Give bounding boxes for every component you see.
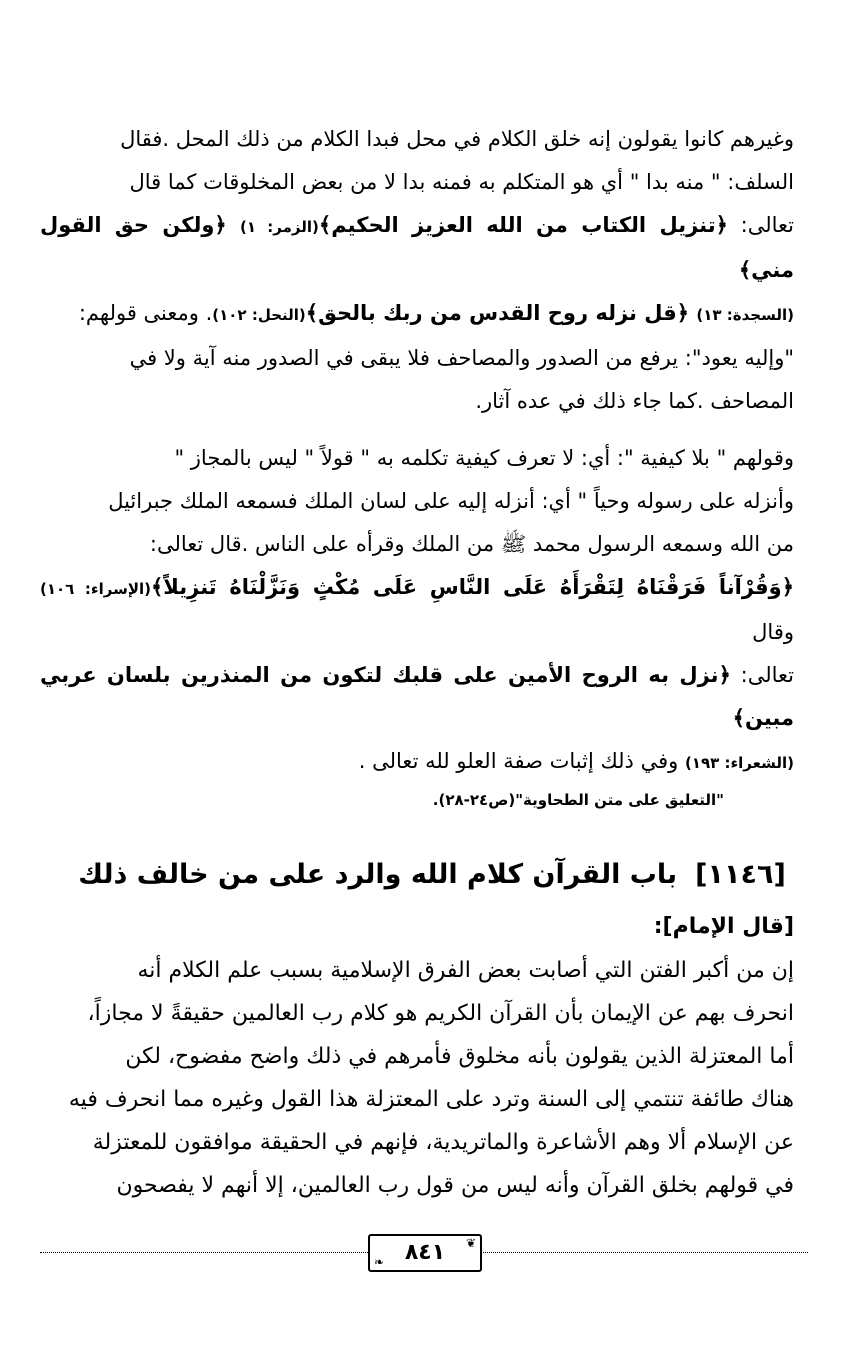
- verse-reference: (النحل: ١٠٢): [212, 306, 306, 324]
- chapter-heading: [40, 853, 794, 897]
- quoted-explanation-block: [40, 437, 794, 785]
- text-line: ﴿وَقُرْآناً فَرَقْنَاهُ لِتَقْرَأَهُ عَلَى النَّاسِ عَلَى مُكْثٍ وَنَزَّلْنَاهُ تَنزِيلاً﴾(الإسراء: ١٠٦) وقال: [40, 575, 795, 644]
- text-line: "وإليه يعود": يرفع من الصدور والمصاحف فلا يبقى في الصدور منه آية ولا في: [129, 346, 794, 370]
- speaker-label: [قال الإمام]:: [653, 914, 794, 939]
- text-line: إن من أكبر الفتن التي أصابت بعض الفرق الإسلامية بسبب علم الكلام أنه: [137, 958, 794, 983]
- verse-reference: (السجدة: ١٣): [696, 306, 794, 324]
- quran-verse: ﴿ولكن حق القول مني﴾: [40, 213, 794, 282]
- text-line: وغيرهم كانوا يقولون إنه خلق الكلام في محل فبدا الكلام من ذلك المحل .فقال: [120, 127, 794, 151]
- text-line: في قولهم بخلق القرآن وأنه ليس من قول رب العالمين، إلا أنهم لا يفصحون: [116, 1173, 794, 1198]
- text-line: المصاحف .كما جاء ذلك في عده آثار.: [475, 389, 794, 413]
- quran-verse: ﴿نزل به الروح الأمين على قلبك لتكون من المنذرين بلسان عربي مبين﴾: [40, 663, 794, 730]
- verse-reference: (الإسراء: ١٠٦): [40, 580, 151, 598]
- quran-verse: ﴿قل نزله روح القدس من ربك بالحق﴾: [305, 301, 697, 325]
- text-line: انحرف بهم عن الإيمان بأن القرآن الكريم هو كلام رب العالمين حقيقةً لا مجازاً،: [87, 1001, 794, 1026]
- body-paragraph: [40, 949, 794, 1207]
- text-line: تعالى: ﴿تنزيل الكتاب من الله العزيز الحكيم﴾(الزمر: ١) ﴿ولكن حق القول مني﴾: [40, 213, 794, 282]
- text-line: من الله وسمعه الرسول محمد ﷺ من الملك وقرأه على الناس .قال تعالى:: [149, 532, 794, 556]
- page-number: ٨٤١: [404, 1240, 446, 1265]
- salutation-glyph: ﷺ: [500, 532, 527, 556]
- corner-ornament-icon: ❦: [465, 1236, 476, 1250]
- text-line: أما المعتزلة الذين يقولون بأنه مخلوق فأمرهم في ذلك واضح مفضوح، لكن: [125, 1044, 794, 1069]
- text-line: هناك طائفة تنتمي إلى السنة وترد على المعتزلة هذا القول وغيره مما انحرف فيه: [68, 1087, 794, 1112]
- verse-reference: (الشعراء: ١٩٣): [684, 754, 794, 772]
- chapter-number: [١١٤٦]: [695, 859, 786, 890]
- text-line: وأنزله على رسوله وحياً " أي: أنزله إليه على لسان الملك فسمعه الملك جبرائيل: [108, 489, 794, 513]
- chapter-title: باب القرآن كلام الله والرد على من خالف ذلك: [78, 859, 678, 890]
- quran-verse: ﴿تنزيل الكتاب من الله العزيز الحكيم﴾: [318, 213, 728, 237]
- verse-reference: (الزمر: ١): [240, 218, 319, 236]
- text-line: تعالى: ﴿نزل به الروح الأمين على قلبك لتكون من المنذرين بلسان عربي مبين﴾: [40, 663, 794, 730]
- text-line: (الشعراء: ١٩٣) وفي ذلك إثبات صفة العلو لله تعالى .: [358, 749, 794, 773]
- text-line: عن الإسلام ألا وهم الأشاعرة والماتريدية، فإنهم في الحقيقة موافقون للمعتزلة: [92, 1130, 794, 1155]
- page-content: [40, 118, 794, 1207]
- source-citation: "التعليق على متن الطحاوية"(ص٢٤-٢٨).: [432, 791, 724, 809]
- text-line: وقولهم " بلا كيفية ": أي: لا تعرف كيفية تكلمه به " قولاً " ليس بالمجاز ": [174, 446, 794, 470]
- corner-ornament-icon: ❧: [374, 1255, 385, 1269]
- page-footer: [40, 1232, 808, 1272]
- page-number-frame: [368, 1234, 482, 1272]
- text-line: السلف: " منه بدا " أي هو المتكلم به فمنه بدا لا من بعض المخلوقات كما قال: [129, 170, 794, 194]
- text-line: (السجدة: ١٣) ﴿قل نزله روح القدس من ربك بالحق﴾(النحل: ١٠٢). ومعنى قولهم:: [78, 301, 794, 325]
- quran-verse: ﴿وَقُرْآناً فَرَقْنَاهُ لِتَقْرَأَهُ عَلَى النَّاسِ عَلَى مُكْثٍ وَنَزَّلْنَاهُ تَنزِيلاً﴾: [151, 575, 795, 599]
- quoted-explanation-block: [40, 118, 794, 423]
